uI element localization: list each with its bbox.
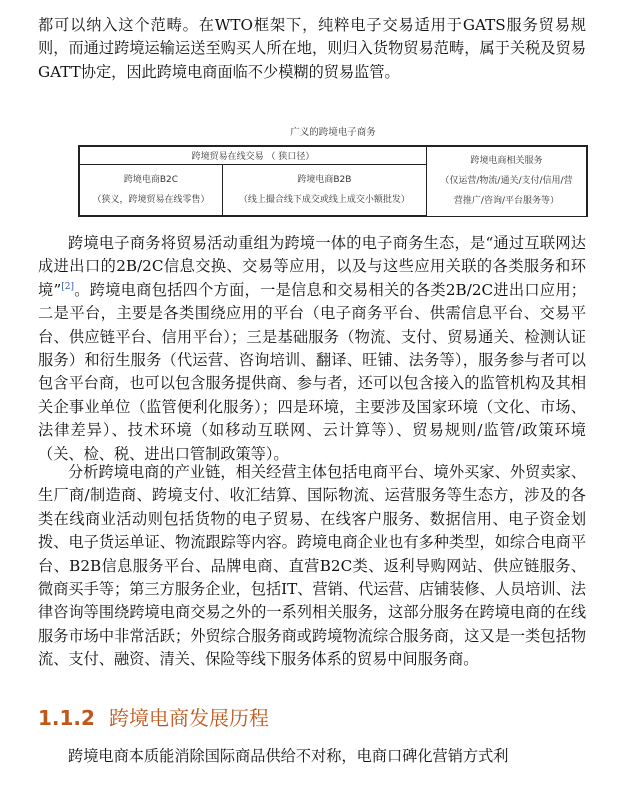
paragraph-industry-chain: 分析跨境电商的产业链，相关经营主体包括电商平台、境外买家、外贸卖家、生厂商/制造商、跨境支付、收汇结算、国际物流、运营服务等生态方，涉及的各类在线商业活动则包括货物的电子贸易、在线客户服务、数据信用、电子资金划拨、电子货运单证、物流跟踪等内容。跨境电商企业也有多种类型，如综合电商平台、B2B信息服务平台、品牌电商、直营B2C类、返利导购网站、供应链服务、微商买手等；第三方服务企业，包括IT、营销、代运营、店铺装修、人员培训、法律咨询等围绕跨境电商交易之外的一系列相关服务，这部分服务在跨境电商的在线服务市场中非常活跃；外贸综合服务商或跨境物流综合服务商，这又是一类包括物流、支付、融资、清关、保险等线下服务体系的贸易中间服务商。 (38, 463, 586, 669)
section-number: 1.1.2 (38, 706, 95, 730)
table-cell-related-services (426, 146, 587, 216)
related-services-body-line-2: 营推广/咨询/平台服务等） (453, 196, 559, 207)
related-services-body-line-1: （仅运营/物流/通关/支付/信用/营 (440, 176, 573, 187)
paragraph-ecosystem-intro: 跨境电子商务将贸易活动重组为跨境一体的电子商务生态，是“通过互联网达成进出口的2B/2C信息交换、交易等应用，以及与这些应用关联的各类服务和环境” (38, 234, 586, 299)
table-header-online-trade: 跨境贸易在线交易 （ 狭口径） (79, 146, 426, 164)
b2b-title: 跨境电商B2B (297, 174, 352, 185)
table-cell-b2c (79, 164, 222, 216)
b2b-note: （线上撮合线下成交或线上成交小额批发） (238, 194, 410, 205)
paragraph-history-start: 跨境电商本质能消除国际商品供给不对称，电商口碑化营销方式利 (68, 747, 509, 765)
section-title: 跨境电商发展历程 (108, 706, 269, 730)
paragraph-ecosystem-body: 。跨境电商包括四个方面，一是信息和交易相关的各类2B/2C进出口应用；二是平台，主要是各类围绕应用的平台（电子商务平台、供需信息平台、交易平台、供应链平台、信用平台）；三是基础服务（物流、支付、贸易通关、检测认证服务）和衍生服务（代运营、咨询培训、翻译、旺铺、法务等），服务参与者可以包含平台商，也可以包含服务提供商、参与者，还可以包含接入的监管机构及其相关企事业单位（监管便利化服务）；四是环境，主要涉及国家环境（文化、市场、法律差异）、技术环境（如移动互联网、云计算等）、贸易规则/监管/政策环境（关、检、税、进出口管制政策等）。 (38, 280, 586, 463)
related-services-title: 跨境电商相关服务 (470, 156, 543, 167)
citation-link[interactable]: [2] (61, 281, 74, 292)
b2c-note: （狭义，跨境贸易在线零售） (92, 194, 210, 205)
paragraph-scope-continued: 都可以纳入这个范畴。在WTO框架下，纯粹电子交易适用于GATS服务贸易规则，而通过跨境运输运送至购买人所在地，则归入货物贸易范畴，属于关税及贸易GATT协定，因此跨境电商面临不少模糊的贸易监管。 (38, 16, 586, 81)
section-heading (38, 702, 269, 731)
table-caption: 广义的跨境电子商务 (290, 127, 376, 138)
paragraph-ecosystem (38, 232, 586, 466)
table-cell-b2b (222, 164, 426, 216)
scope-table (78, 145, 588, 217)
b2c-title: 跨境电商B2C (123, 174, 179, 185)
